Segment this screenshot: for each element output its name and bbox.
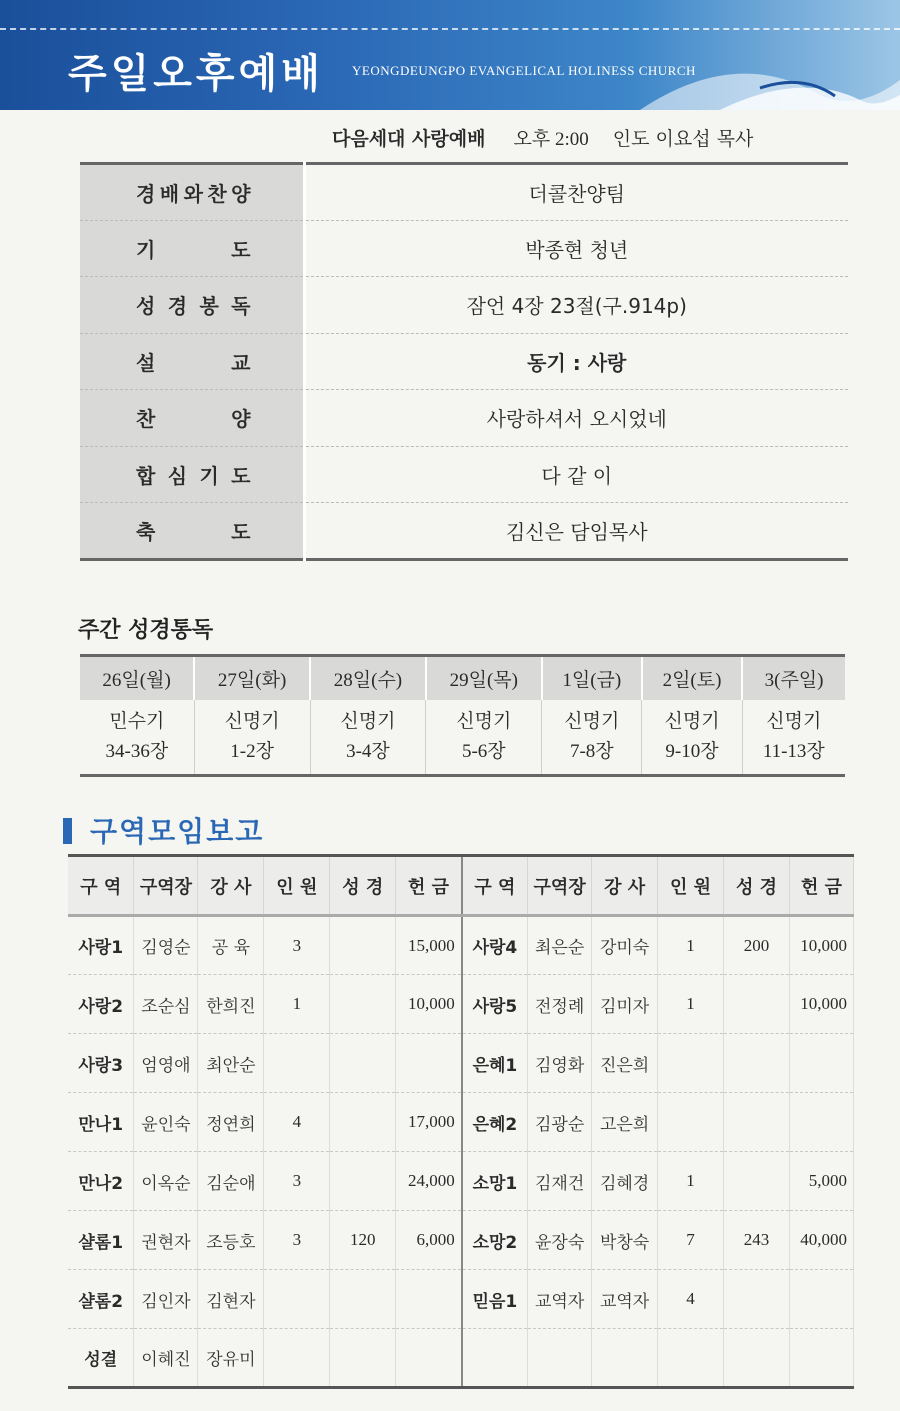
reading-day: 2일(토) [642,656,742,700]
service-leader: 인도 이요섭 목사 [612,128,754,150]
report-header: 구역장 [134,856,198,916]
reading-cell [426,700,542,776]
reading-book: 신명기 [340,710,396,732]
reading-cell [80,700,194,776]
reading-book: 신명기 [664,710,720,732]
worship-order-row [80,164,848,221]
worship-order-value: 잠언 4장 23절(구.914p) [304,277,848,334]
label-char: 심 [167,463,188,488]
report-cell-leader: 권현자 [134,1211,198,1270]
report-cell-district: 믿음1 [462,1270,528,1329]
report-cell-bible [724,1152,790,1211]
report-header: 강 사 [592,856,658,916]
worship-order-row [80,390,848,447]
report-cell-district: 소망1 [462,1152,528,1211]
reading-chapters: 3-4장 [346,740,390,762]
report-header: 성 경 [330,856,396,916]
report-cell-people: 1 [264,975,330,1034]
reading-chapters: 1-2장 [230,740,274,762]
report-cell-teacher: 고은희 [592,1093,658,1152]
report-cell-leader: 엄영애 [134,1034,198,1093]
reading-day: 3(주일) [742,656,845,700]
worship-order-value: 다 같 이 [304,446,848,503]
report-cell-district: 사랑5 [462,975,528,1034]
report-header: 헌 금 [396,856,462,916]
report-cell-leader: 최은순 [528,916,592,975]
report-cell-bible: 120 [330,1211,396,1270]
reading-cell [642,700,742,776]
reading-chapters: 34-36장 [105,740,169,762]
report-cell-district: 성결 [68,1329,134,1388]
report-cell-teacher: 장유미 [198,1329,264,1388]
worship-order-row [80,333,848,390]
reading-cell [542,700,642,776]
reading-day: 1일(금) [542,656,642,700]
report-row [68,1270,854,1329]
report-cell-offering: 15,000 [396,916,462,975]
worship-order-row [80,446,848,503]
reading-book: 신명기 [766,710,822,732]
reading-book: 신명기 [456,710,512,732]
report-cell-leader: 교역자 [528,1270,592,1329]
report-cell-bible [724,975,790,1034]
reading-book: 신명기 [564,710,620,732]
worship-order-value: 사랑하셔서 오시었네 [304,390,848,447]
report-cell-bible [330,1270,396,1329]
district-report-table [68,854,854,1389]
report-cell-teacher: 박창숙 [592,1211,658,1270]
report-cell-district: 사랑1 [68,916,134,975]
label-char: 독 [231,294,251,319]
report-row [68,1093,854,1152]
report-cell-people: 3 [264,1211,330,1270]
report-cell-teacher: 진은희 [592,1034,658,1093]
worship-order-row [80,503,848,560]
report-cell-offering: 10,000 [789,916,853,975]
label-char: 경 [136,181,156,206]
weekly-reading-title: 주간 성경통독 [78,618,214,643]
worship-order-label-text [136,460,251,489]
label-char: 합 [136,463,156,488]
reading-chapters: 9-10장 [665,740,719,762]
report-cell-district: 은혜1 [462,1034,528,1093]
report-cell-leader: 이혜진 [134,1329,198,1388]
worship-order-value: 동기 : 사랑 [304,333,848,390]
report-cell-district [462,1329,528,1388]
report-cell-leader: 김인자 [134,1270,198,1329]
label-char: 도 [231,519,251,544]
report-cell-offering: 40,000 [789,1211,853,1270]
report-cell-district: 만나2 [68,1152,134,1211]
service-heading [332,124,753,151]
report-cell-people: 3 [264,1152,330,1211]
report-row [68,916,854,975]
reading-chapters: 11-13장 [762,740,825,762]
reading-cell [194,700,310,776]
worship-order-label-text [136,403,251,432]
reading-day: 27일(화) [194,656,310,700]
report-cell-leader: 윤인숙 [134,1093,198,1152]
label-char: 양 [231,407,251,432]
report-cell-teacher: 정연희 [198,1093,264,1152]
report-cell-district: 사랑3 [68,1034,134,1093]
report-cell-people [264,1329,330,1388]
church-name: YEONGDEUNGPO EVANGELICAL HOLINESS CHURCH [352,63,696,78]
report-cell-people [658,1329,724,1388]
worship-order-label-text [136,516,251,545]
report-cell-bible: 200 [724,916,790,975]
report-cell-bible [724,1329,790,1388]
report-row [68,1329,854,1388]
label-char: 와 [183,181,203,206]
report-cell-teacher: 교역자 [592,1270,658,1329]
reading-cell [310,700,426,776]
report-header: 구 역 [462,856,528,916]
report-cell-offering: 6,000 [396,1211,462,1270]
report-cell-district: 사랑4 [462,916,528,975]
report-cell-teacher: 조등호 [198,1211,264,1270]
report-cell-leader: 이옥순 [134,1152,198,1211]
report-cell-offering: 24,000 [396,1152,462,1211]
worship-order-label [80,277,304,334]
report-cell-people [264,1270,330,1329]
report-cell-teacher: 김혜경 [592,1152,658,1211]
report-header: 구역장 [528,856,592,916]
report-cell-bible [724,1270,790,1329]
report-cell-bible [330,1329,396,1388]
report-cell-offering: 10,000 [789,975,853,1034]
worship-order-label [80,503,304,560]
report-cell-bible [724,1034,790,1093]
report-cell-district: 사랑2 [68,975,134,1034]
label-char: 기 [136,237,156,262]
reading-cell [742,700,845,776]
report-cell-offering: 10,000 [396,975,462,1034]
report-cell-leader: 김재건 [528,1152,592,1211]
report-header: 구 역 [68,856,134,916]
report-cell-district: 만나1 [68,1093,134,1152]
label-char: 교 [231,350,251,375]
report-cell-offering [396,1034,462,1093]
report-cell-offering [396,1270,462,1329]
worship-order-row [80,277,848,334]
label-char: 양 [231,181,251,206]
report-cell-leader: 김광순 [528,1093,592,1152]
label-char: 경 [167,294,188,319]
report-cell-teacher [592,1329,658,1388]
worship-order-label [80,446,304,503]
weekly-reading-table [80,654,845,777]
report-header: 헌 금 [789,856,853,916]
report-cell-offering [396,1329,462,1388]
report-cell-leader [528,1329,592,1388]
report-cell-teacher: 한희진 [198,975,264,1034]
report-cell-leader: 김영화 [528,1034,592,1093]
report-cell-offering [789,1329,853,1388]
report-cell-people: 4 [658,1270,724,1329]
report-cell-leader: 조순심 [134,975,198,1034]
section-bar-icon [63,818,72,844]
report-cell-people: 1 [658,1152,724,1211]
worship-order-label-text [136,347,251,376]
report-row [68,1034,854,1093]
worship-order-label [80,390,304,447]
report-row [68,975,854,1034]
report-cell-offering [789,1093,853,1152]
report-cell-teacher: 김현자 [198,1270,264,1329]
report-cell-teacher: 공 육 [198,916,264,975]
page-title: 주일오후예배 [68,51,324,97]
report-row [68,1152,854,1211]
report-header: 인 원 [658,856,724,916]
report-cell-offering: 17,000 [396,1093,462,1152]
report-cell-district: 소망2 [462,1211,528,1270]
worship-order-label [80,164,304,221]
label-char: 축 [136,519,156,544]
label-char: 성 [136,294,156,319]
service-time: 오후 2:00 [513,129,589,150]
worship-order-label-text [136,234,251,263]
report-cell-offering: 5,000 [789,1152,853,1211]
report-cell-people: 7 [658,1211,724,1270]
dashed-line [0,28,900,30]
report-cell-district: 샬롬1 [68,1211,134,1270]
label-char: 배 [159,181,180,206]
report-cell-leader: 전정례 [528,975,592,1034]
worship-order-label [80,220,304,277]
label-char: 찬 [136,407,156,432]
report-cell-people [658,1034,724,1093]
worship-order-label-text [136,178,251,207]
report-cell-bible [330,1034,396,1093]
report-cell-district: 샬롬2 [68,1270,134,1329]
reading-chapters: 7-8장 [569,740,614,762]
district-report-title: 구역모임보고 [90,815,265,848]
report-cell-bible [724,1093,790,1152]
report-header: 성 경 [724,856,790,916]
report-cell-people: 1 [658,975,724,1034]
report-cell-bible [330,1093,396,1152]
report-cell-people [658,1093,724,1152]
label-char: 도 [231,463,251,488]
label-char: 도 [231,237,251,262]
header-banner [0,0,900,110]
report-header: 인 원 [264,856,330,916]
report-header: 강 사 [198,856,264,916]
report-cell-leader: 김영순 [134,916,198,975]
label-char: 기 [199,463,219,488]
label-char: 봉 [199,294,219,319]
reading-chapters: 5-6장 [461,740,506,762]
worship-order-label-text [136,290,251,319]
report-row [68,1211,854,1270]
report-cell-teacher: 김순애 [198,1152,264,1211]
report-cell-offering [789,1034,853,1093]
report-cell-teacher: 강미숙 [592,916,658,975]
reading-day: 29일(목) [426,656,542,700]
reading-book: 민수기 [109,710,165,732]
report-cell-teacher: 김미자 [592,975,658,1034]
report-cell-leader: 윤장숙 [528,1211,592,1270]
report-cell-people: 1 [658,916,724,975]
worship-order-value: 김신은 담임목사 [505,519,648,544]
label-char: 찬 [207,181,227,206]
worship-order-value: 더콜찬양팀 [304,164,848,221]
report-cell-district: 은혜2 [462,1093,528,1152]
reading-day: 26일(월) [80,656,194,700]
worship-order-value: 박종현 청년 [304,220,848,277]
worship-order-label [80,333,304,390]
report-cell-offering [789,1270,853,1329]
reading-book: 신명기 [224,710,280,732]
service-name: 다음세대 사랑예배 [332,128,486,150]
report-cell-bible [330,916,396,975]
report-cell-people: 4 [264,1093,330,1152]
report-cell-bible [330,1152,396,1211]
label-char: 설 [136,350,156,375]
worship-order-table [80,162,848,561]
reading-day: 28일(수) [310,656,426,700]
worship-order-row [80,220,848,277]
report-cell-people: 3 [264,916,330,975]
report-cell-bible: 243 [724,1211,790,1270]
report-cell-bible [330,975,396,1034]
report-cell-people [264,1034,330,1093]
report-cell-teacher: 최안순 [198,1034,264,1093]
